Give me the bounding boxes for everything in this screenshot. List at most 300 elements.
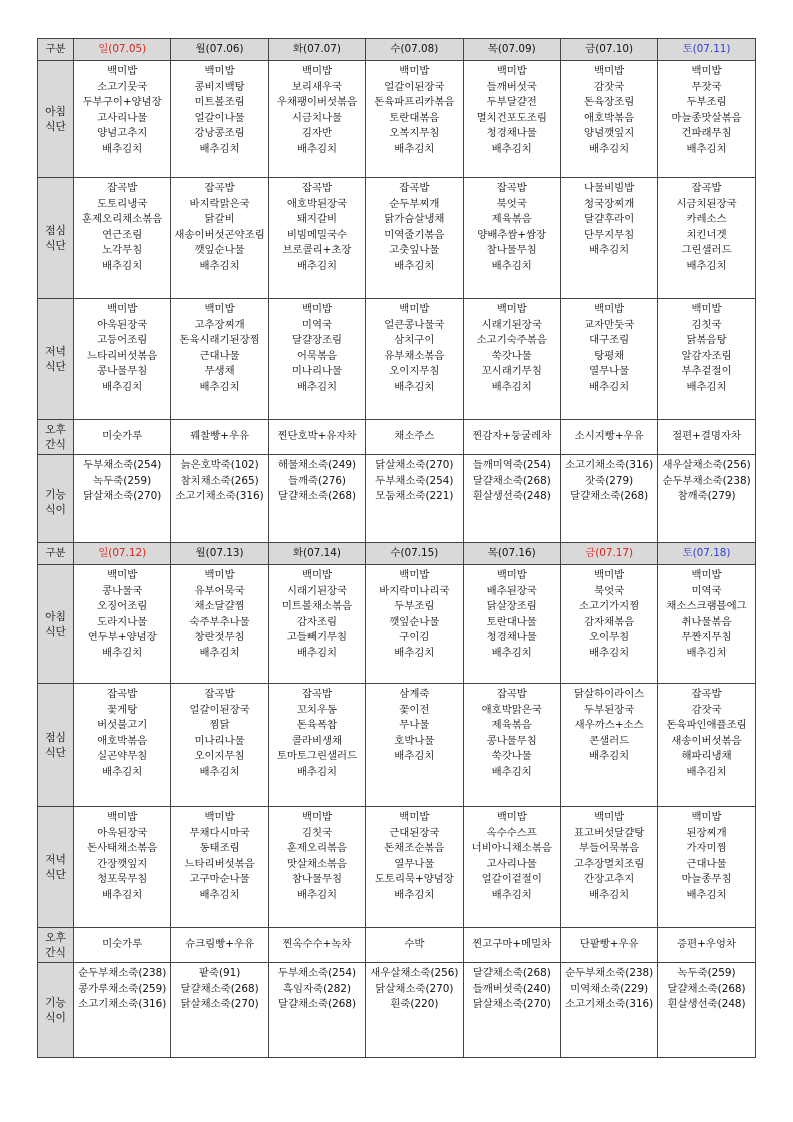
menu-line: 잡곡밥 [107,182,138,194]
meal-cell [463,684,560,807]
meal-cell [74,299,171,420]
menu-line: 청국장찌개 [584,197,635,210]
menu-line: 배추김치 [199,646,240,659]
menu-line: 무생채 [204,365,235,378]
menu-line: 배추김치 [589,380,630,393]
menu-line: 콜라비생채 [291,734,343,747]
menu-line: 비빔메밀국수 [286,228,348,241]
meal-cell [268,807,365,928]
menu-line: 근대나물 [199,349,240,362]
menu-line: 강낭콩조림 [194,127,245,140]
menu-line: 고추장멸치조림 [574,857,645,870]
menu-line: 들깨미역죽(254) [472,459,551,471]
meal-cell [560,178,657,299]
menu-line: 잡곡밥 [691,182,722,194]
menu-line: 소고기채소죽(316) [565,998,654,1011]
menu-line: 새우살채소죽(256) [370,967,459,979]
menu-line: 배추김치 [296,142,338,155]
snack-cell: 단팥빵+우유 [560,928,657,963]
menu-line: 훈제오리볶음 [286,842,348,855]
func-row [38,455,756,550]
menu-line: 백미밥 [204,811,235,823]
menu-line: 식단 [45,360,66,373]
menu-line: 백미밥 [594,303,625,315]
menu-line: 간식 [45,438,66,451]
menu-line: 얼갈이된장국 [189,703,250,716]
menu-line: 청경채나물 [486,631,537,644]
menu-line: 돈육장조림 [584,96,635,109]
meal-cell [74,565,171,684]
menu-line: 돈육파프리카볶음 [374,96,455,109]
header-row [38,39,756,61]
meal-cell [560,565,657,684]
menu-line: 배추김치 [686,380,727,393]
menu-line: 아욱된장국 [97,826,148,839]
menu-line: 소고기가지찜 [579,600,640,613]
menu-line: 돈육파인애플조림 [666,719,747,732]
menu-line: 기능 [45,996,66,1009]
menu-line: 배추김치 [199,142,240,155]
func-cell [463,963,560,1058]
menu-line: 백미밥 [691,65,722,77]
menu-line: 참치채소죽(265) [180,474,259,487]
day-header: 금(07.10) [560,39,657,61]
menu-line: 새송이버섯볶음 [671,734,742,747]
menu-line: 배추김치 [686,646,727,659]
menu-line: 된장찌개 [686,826,727,839]
meal-cell [658,61,755,178]
menu-line: 백미밥 [107,65,138,77]
menu-line: 건파래무침 [681,127,732,140]
meal-cell [366,565,463,684]
menu-line: 백미밥 [301,303,333,315]
snack-row [38,420,756,455]
menu-line: 꽃게탕 [107,703,138,716]
menu-line: 콩나물국 [102,584,143,597]
menu-line: 부추겉절이 [681,365,732,378]
menu-line: 해물채소죽(249) [277,459,357,471]
menu-line: 두부된장국 [584,703,635,716]
menu-line: 제육볶음 [491,213,532,226]
menu-line: 잡곡밥 [204,688,235,700]
menu-line: 배추김치 [102,765,143,778]
menu-line: 미역국 [301,318,333,331]
menu-line: 백미밥 [399,811,430,823]
menu-line: 늙은호박죽(102) [180,459,259,471]
header-label: 구분 [38,39,74,61]
meal-cell [171,299,268,420]
menu-line: 돈사태채소볶음 [87,842,158,855]
menu-line: 고사리나물 [486,857,537,870]
menu-line: 소고기채소죽(316) [78,998,167,1011]
menu-line: 양념깻잎지 [584,127,635,140]
menu-line: 무나물 [399,719,430,732]
meal-cell [560,684,657,807]
menu-line: 잡곡밥 [107,688,138,700]
menu-line: 저녁 [45,345,66,358]
menu-line: 달걀후라이 [584,213,635,226]
meal-cell [560,299,657,420]
menu-line: 콩나물무침 [97,365,148,378]
menu-line: 흰죽(220) [390,998,439,1011]
menu-line: 고추장찌개 [194,318,245,331]
meal-cell [171,178,268,299]
menu-line: 들깨버섯죽(240) [472,982,551,995]
menu-line: 아침 [45,610,66,623]
meal-cell [366,684,463,807]
menu-line: 꼬치우동 [296,703,338,716]
menu-line: 백미밥 [107,303,138,315]
meal-cell [463,61,560,178]
menu-line: 느타리버섯볶음 [87,349,158,362]
menu-line: 꼬시래기무침 [481,365,542,378]
snack-label [38,420,74,455]
menu-line: 마늘종무침 [681,873,732,886]
menu-line: 쑥갓나물 [491,349,532,362]
menu-line: 배추김치 [686,765,727,778]
menu-line: 애호박볶음 [584,111,635,124]
menu-line: 제육볶음 [491,719,532,732]
day-header: 화(07.07) [268,39,365,61]
func-cell [560,455,657,550]
snack-cell: 미숫가루 [74,420,171,455]
menu-line: 애호박맑은국 [481,703,542,716]
menu-line: 닭살채소죽(270) [375,982,454,995]
menu-line: 닭가슴살냉채 [384,213,445,226]
snack-row [38,928,756,963]
meal-label [38,299,74,420]
menu-line: 백미밥 [594,811,625,823]
menu-line: 들깨버섯국 [486,80,537,93]
menu-line: 소고기채소죽(316) [175,490,264,503]
menu-line: 점심 [45,731,66,744]
menu-line: 달걀채소죽(268) [472,967,551,979]
menu-line: 바지락미나리국 [379,584,450,597]
menu-line: 나물비빔밥 [584,182,635,194]
menu-line: 열무나물 [589,365,630,378]
menu-line: 두부채소죽(254) [277,967,357,979]
menu-line: 흑임자죽(282) [282,982,352,995]
snack-cell: 꿰찰빵+우유 [171,420,268,455]
menu-line: 배추김치 [686,142,727,155]
menu-line: 아침 [45,105,66,118]
menu-line: 간식 [45,946,66,959]
menu-line: 잡곡밥 [496,182,527,194]
menu-line: 배추김치 [199,259,240,272]
menu-line: 오복지무침 [389,127,440,140]
menu-line: 백미밥 [204,65,235,77]
menu-line: 백미밥 [594,569,625,581]
menu-line: 찜닭 [209,719,230,732]
menu-line: 백미밥 [399,569,430,581]
meal-cell [171,807,268,928]
menu-line: 고구마순나물 [189,873,250,886]
menu-line: 애호박된장국 [286,197,348,210]
meal-cell [171,565,268,684]
func-cell [268,455,365,550]
meal-label [38,684,74,807]
menu-line: 점심 [45,224,66,237]
func-cell [463,455,560,550]
func-cell [171,455,268,550]
menu-line: 무채다시마국 [189,826,250,839]
menu-line: 단무지무침 [584,228,635,241]
snack-cell: 수박 [366,928,463,963]
menu-line: 오이지무침 [389,365,440,378]
menu-line: 김칫국 [301,826,333,839]
menu-line: 배추김치 [296,646,338,659]
menu-line: 닭살채소죽(270) [472,998,551,1011]
menu-line: 콘샐러드 [589,734,630,747]
menu-line: 백미밥 [204,569,235,581]
meal-cell [658,299,755,420]
menu-line: 저녁 [45,853,66,866]
menu-line: 열무나물 [394,857,435,870]
menu-line: 배추김치 [102,380,143,393]
menu-line: 도토리냉국 [97,197,148,210]
menu-line: 잡곡밥 [301,688,333,700]
menu-line: 배추김치 [199,765,240,778]
header-label: 구분 [38,543,74,565]
func-cell [366,455,463,550]
menu-line: 동태조림 [199,842,240,855]
menu-line: 멸치건포도조림 [476,111,547,124]
menu-line: 백미밥 [301,811,333,823]
menu-line: 배추된장국 [486,584,537,597]
menu-line: 청포묵무침 [97,873,148,886]
menu-line: 새송이버섯곤약조림 [174,228,265,241]
day-header: 토(07.11) [658,39,755,61]
menu-line: 배추김치 [102,259,143,272]
menu-line: 깻잎순나물 [194,244,245,257]
menu-line: 백미밥 [691,569,722,581]
meal-cell [560,807,657,928]
menu-line: 순두부채소죽(238) [78,967,167,979]
menu-line: 배추김치 [296,259,338,272]
menu-line: 콩가루채소죽(259) [78,982,167,995]
menu-line: 돈채조순볶음 [384,842,445,855]
menu-line: 토란대볶음 [389,111,440,124]
menu-line: 백미밥 [399,303,430,315]
menu-line: 미역줄기볶음 [384,228,445,241]
meal-cell [171,684,268,807]
func-cell [74,455,171,550]
menu-line: 창란젓무침 [194,631,245,644]
header-row [38,543,756,565]
meal-cell [366,807,463,928]
menu-line: 배추김치 [394,646,435,659]
menu-line: 돈육시래기된장찜 [179,334,260,347]
menu-line: 달걀채소죽(268) [667,982,746,995]
func-row [38,963,756,1058]
day-header: 목(07.09) [463,39,560,61]
menu-line: 배추김치 [394,888,435,901]
menu-line: 배추김치 [589,244,630,257]
menu-line: 무짠지무침 [681,631,732,644]
menu-line: 새우까스+소스 [574,719,644,732]
meal-label [38,565,74,684]
menu-line: 얼큰콩나물국 [384,318,445,331]
meal-row [38,807,756,928]
menu-line: 부들어묵볶음 [579,842,640,855]
menu-line: 고들빼기무침 [286,631,348,644]
menu-line: 배추김치 [394,259,435,272]
menu-line: 참깨죽(279) [677,490,736,503]
menu-line: 달걀채소죽(268) [277,490,357,503]
menu-line: 잡곡밥 [496,688,527,700]
menu-line: 배추김치 [199,380,240,393]
menu-line: 잡곡밥 [399,182,430,194]
menu-line: 무잣국 [691,80,722,93]
menu-line: 호박나물 [394,734,435,747]
snack-cell: 미숫가루 [74,928,171,963]
func-cell [171,963,268,1058]
menu-line: 흰살생선죽(248) [667,998,746,1011]
menu-line: 닭갈비 [204,213,235,226]
menu-line: 두부조림 [394,600,435,613]
menu-line: 오후 [45,423,66,436]
menu-line: 양배추쌈+쌈장 [477,228,547,241]
menu-line: 알감자조림 [681,349,732,362]
meal-cell [658,684,755,807]
menu-line: 흰살생선죽(248) [472,490,551,503]
menu-line: 오징어조림 [97,600,148,613]
func-label [38,455,74,550]
menu-line: 소고기숙주볶음 [476,334,547,347]
menu-line: 백미밥 [496,303,527,315]
menu-line: 모둠채소죽(221) [375,490,454,503]
menu-line: 옥수수스프 [486,826,537,839]
menu-line: 배추김치 [296,380,338,393]
menu-line: 채소달걀찜 [194,600,245,613]
menu-line: 도라지나물 [97,615,148,628]
menu-line: 백미밥 [107,811,138,823]
func-cell [658,963,755,1058]
menu-line: 감자채볶음 [584,615,635,628]
menu-line: 기능 [45,488,66,501]
meal-cell [366,61,463,178]
meal-cell [268,178,365,299]
menu-line: 닭살채소죽(270) [180,998,259,1011]
menu-line: 두부채소죽(254) [375,474,454,487]
menu-line: 달걀채소죽(268) [180,982,259,995]
menu-line: 배추김치 [491,259,532,272]
meal-cell [74,61,171,178]
menu-line: 두부채소죽(254) [83,459,162,471]
day-header: 화(07.14) [268,543,365,565]
menu-line: 근대된장국 [389,826,440,839]
menu-line: 백미밥 [496,569,527,581]
meal-cell [74,684,171,807]
menu-line: 식단 [45,239,66,252]
snack-cell: 찐고구마+메밀차 [463,928,560,963]
menu-line: 감잣국 [594,80,625,93]
menu-line: 청경채나물 [486,127,537,140]
menu-line: 북엇국 [496,197,527,210]
meal-cell [658,807,755,928]
menu-line: 근대나물 [686,857,727,870]
menu-line: 맛살채소볶음 [286,857,348,870]
menu-line: 김자반 [301,127,333,140]
menu-line: 유부채소볶음 [384,349,445,362]
meal-cell [366,299,463,420]
menu-line: 배추김치 [589,142,630,155]
menu-line: 유부어묵국 [194,584,245,597]
func-cell [268,963,365,1058]
menu-line: 닭살장조림 [486,600,537,613]
menu-line: 시래기된장국 [481,318,542,331]
menu-line: 얼갈이나물 [194,111,245,124]
snack-cell: 채소주스 [366,420,463,455]
menu-line: 배추김치 [589,750,630,763]
menu-line: 꽃이전 [399,703,430,716]
meal-row [38,299,756,420]
menu-line: 배추김치 [296,888,338,901]
menu-line: 식단 [45,120,66,133]
menu-line: 백미밥 [301,569,333,581]
menu-line: 순두부채소죽(238) [565,967,654,979]
meal-cell [463,178,560,299]
snack-cell: 소시지빵+우유 [560,420,657,455]
menu-line: 배추김치 [491,142,532,155]
meal-cell [268,565,365,684]
menu-line: 백미밥 [399,65,430,77]
meal-cell [268,684,365,807]
menu-line: 배추김치 [199,888,240,901]
menu-line: 닭살채소죽(270) [83,490,162,503]
meal-label [38,178,74,299]
menu-line: 백미밥 [691,303,722,315]
snack-cell: 절편+결명자차 [658,420,755,455]
menu-line: 달걀채소죽(268) [570,490,649,503]
menu-line: 실곤약무침 [97,750,148,763]
menu-table-week1 [37,38,756,550]
meal-cell [74,807,171,928]
menu-line: 잡곡밥 [301,182,333,194]
menu-line: 얼갈이겉절이 [481,873,542,886]
menu-line: 느타리버섯볶음 [184,857,255,870]
menu-line: 백미밥 [496,65,527,77]
menu-line: 시래기된장국 [286,584,348,597]
menu-line: 달걀채소죽(268) [277,998,357,1011]
menu-line: 달걀장조림 [291,334,343,347]
snack-cell: 찐단호박+유자차 [268,420,365,455]
menu-line: 고사리나물 [97,111,148,124]
day-header: 수(07.15) [366,543,463,565]
menu-line: 백미밥 [496,811,527,823]
menu-line: 식단 [45,868,66,881]
menu-line: 우채팽이버섯볶음 [276,96,358,109]
menu-line: 돼지갈비 [296,213,338,226]
day-header: 일(07.12) [74,543,171,565]
meal-row [38,684,756,807]
menu-line: 참나물무침 [291,873,343,886]
menu-line: 오후 [45,931,66,944]
menu-line: 백미밥 [107,569,138,581]
meal-cell [268,299,365,420]
menu-line: 고춧잎나물 [389,244,440,257]
menu-line: 팥죽(91) [198,967,241,979]
meal-row [38,178,756,299]
menu-line: 백미밥 [204,303,235,315]
func-cell [560,963,657,1058]
menu-line: 배추김치 [394,142,435,155]
menu-line: 오이지무침 [194,750,245,763]
day-header: 수(07.08) [366,39,463,61]
menu-line: 두부달걀전 [486,96,537,109]
menu-line: 소고기채소죽(316) [565,459,654,471]
menu-line: 콩비지백탕 [194,80,245,93]
